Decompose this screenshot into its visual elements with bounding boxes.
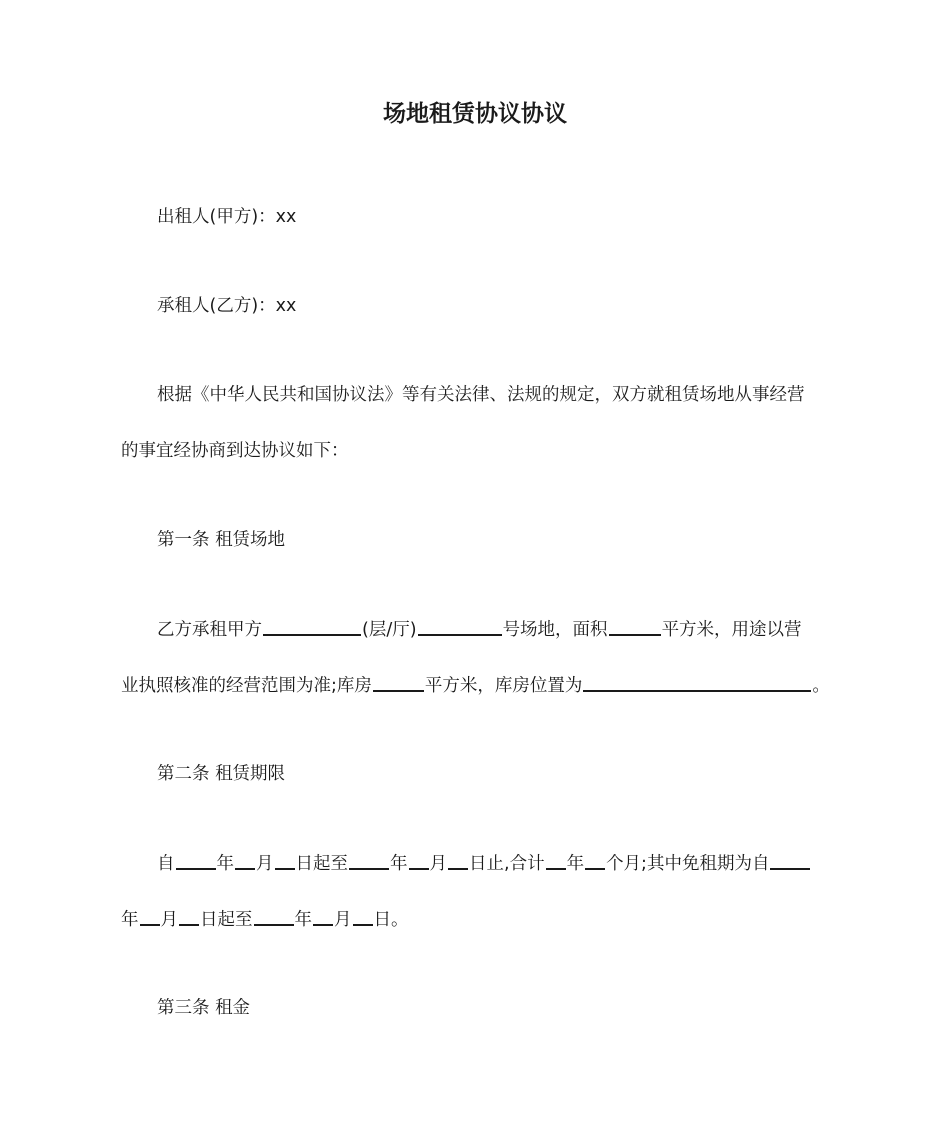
article2-text: 个月;其中免租期为自 xyxy=(606,854,770,874)
article2-text: 自 xyxy=(157,854,175,874)
end-year-blank xyxy=(349,850,389,870)
lessor-label: 出租人(甲方)： xyxy=(157,207,276,227)
article2-text: 月 xyxy=(160,910,178,930)
article2-text: 月 xyxy=(429,854,447,874)
article2-text: 年 xyxy=(121,910,139,930)
lessor-line xyxy=(157,204,296,230)
start-day-blank xyxy=(275,850,295,870)
article1-text: 乙方承租甲方 xyxy=(157,620,262,640)
area-blank xyxy=(609,616,661,636)
article3-heading: 第三条 租金 xyxy=(157,998,251,1018)
article1-text: 平方米，用途以营 xyxy=(661,620,802,640)
article2-text: 日止,合计 xyxy=(469,854,545,874)
article1-text: 业执照核准的经营范围为准;库房 xyxy=(121,676,372,696)
article1-text: 平方米，库房位置为 xyxy=(424,676,583,696)
free-end-day-blank xyxy=(353,906,373,926)
intro-line-1: 根据《中华人民共和国协议法》等有关法律、法规的规定，双方就租赁场地从事经营 xyxy=(157,385,805,405)
start-year-blank xyxy=(176,850,216,870)
start-month-blank xyxy=(235,850,255,870)
article1-line-2 xyxy=(121,672,830,699)
venue-number-blank xyxy=(418,616,502,636)
lessee-line xyxy=(157,293,296,319)
article2-text: 年 xyxy=(216,854,234,874)
document-title: 场地租赁协议协议 xyxy=(383,101,567,127)
article1-line-1 xyxy=(157,616,802,643)
article2-text: 年 xyxy=(390,854,408,874)
free-start-month-blank xyxy=(140,906,160,926)
free-end-year-blank xyxy=(254,906,294,926)
storage-location-blank xyxy=(583,672,811,692)
total-months-blank xyxy=(585,850,605,870)
article2-text: 月 xyxy=(256,854,274,874)
article2-line-2 xyxy=(121,906,409,933)
article1-text: 。 xyxy=(812,676,830,696)
lessee-value: xx xyxy=(275,296,297,316)
article2-text: 月 xyxy=(334,910,352,930)
end-month-blank xyxy=(409,850,429,870)
article2-text: 年 xyxy=(566,854,585,874)
total-years-blank xyxy=(546,850,566,870)
floor-blank xyxy=(263,616,361,636)
storage-area-blank xyxy=(373,672,424,692)
article2-text: 日起至 xyxy=(200,910,253,930)
free-start-year-blank xyxy=(770,850,810,870)
article2-text: 年 xyxy=(294,910,312,930)
article1-text: 号场地，面积 xyxy=(502,620,608,640)
lessor-value: xx xyxy=(275,207,297,227)
article2-line-1 xyxy=(157,850,811,877)
article1-text: (层/厅) xyxy=(362,620,417,640)
free-start-day-blank xyxy=(179,906,199,926)
article1-heading: 第一条 租赁场地 xyxy=(157,530,286,550)
article2-heading: 第二条 租赁期限 xyxy=(157,764,286,784)
intro-line-2: 的事宜经协商到达协议如下： xyxy=(121,441,349,461)
end-day-blank xyxy=(448,850,468,870)
article2-text: 日。 xyxy=(373,910,409,930)
free-end-month-blank xyxy=(313,906,333,926)
article2-text: 日起至 xyxy=(295,854,348,874)
lessee-label: 承租人(乙方)： xyxy=(157,296,276,316)
